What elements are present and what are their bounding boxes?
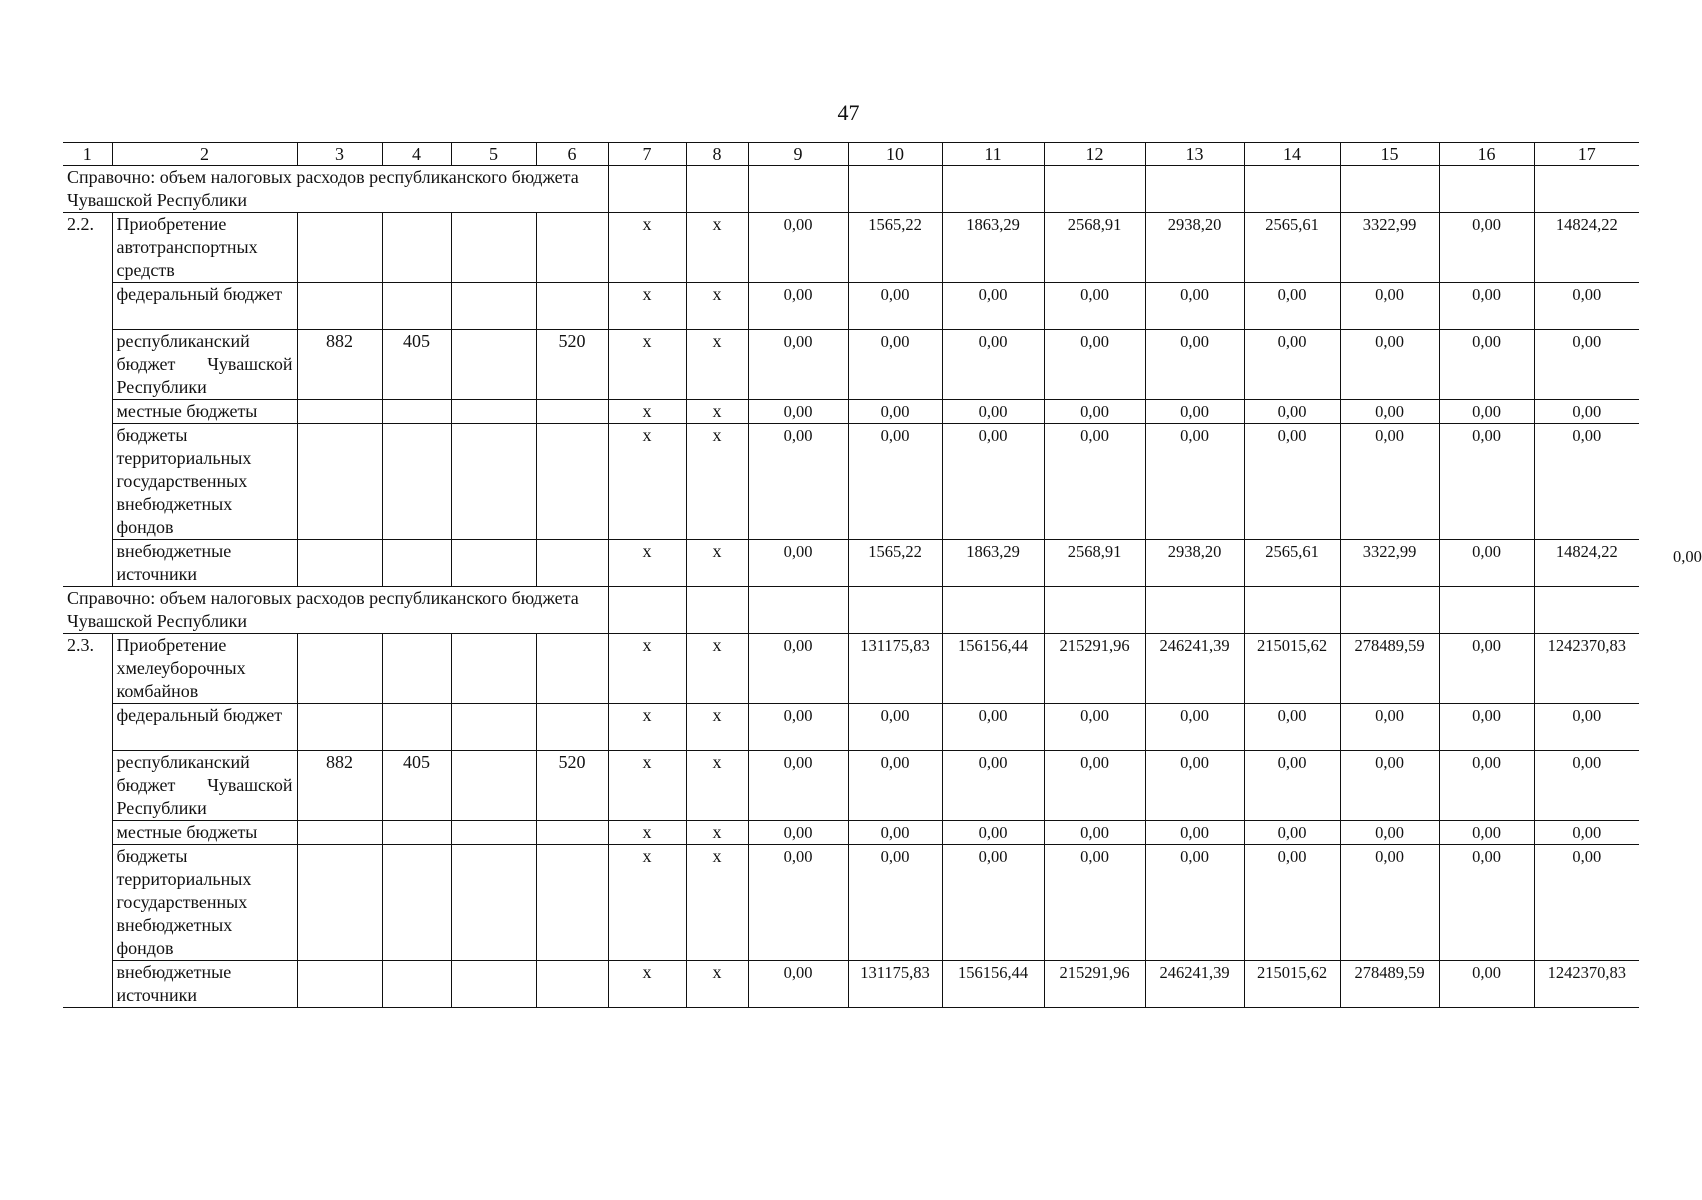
value-cell: 0,00 <box>1439 961 1534 1008</box>
value-cell: 0,00 <box>748 821 848 845</box>
value-cell: 278489,59 <box>1340 961 1439 1008</box>
code-c6 <box>536 845 608 961</box>
value-cell: 2568,91 <box>1044 213 1145 283</box>
row-name: республиканский бюджет Чувашской Республики <box>112 751 297 821</box>
column-header: 12 <box>1044 143 1145 166</box>
value-cell: 0,00 <box>1244 400 1340 424</box>
row-name: республиканский бюджет Чувашской Республики <box>112 330 297 400</box>
code-c6: 520 <box>536 751 608 821</box>
row-name: федеральный бюджет <box>112 283 297 330</box>
value-cell: 0,00 <box>1044 704 1145 751</box>
code-c5 <box>451 704 536 751</box>
value-cell: 0,00 <box>748 283 848 330</box>
value-cell: 0,00 <box>942 704 1044 751</box>
value-cell: 1565,22 <box>848 540 942 587</box>
budget-table <box>63 142 1639 1008</box>
reference-note-row <box>63 166 1639 213</box>
code-c4: 405 <box>382 751 451 821</box>
value-cell: 0,00 <box>1244 424 1340 540</box>
value-cell: 0,00 <box>1534 400 1639 424</box>
cell-x: x <box>686 751 748 821</box>
value-cell: 0,00 <box>1439 845 1534 961</box>
value-cell: 215015,62 <box>1244 961 1340 1008</box>
value-cell: 0,00 <box>748 961 848 1008</box>
value-cell: 0,00 <box>1340 704 1439 751</box>
table-row <box>63 283 1639 330</box>
code-c6 <box>536 540 608 587</box>
empty-cell <box>1044 587 1145 634</box>
value-cell: 2568,91 <box>1044 540 1145 587</box>
row-name: внебюджетные источники <box>112 961 297 1008</box>
value-cell: 156156,44 <box>942 961 1044 1008</box>
value-cell: 0,00 <box>942 330 1044 400</box>
overflow-value: 0,00 <box>1673 547 1702 566</box>
budget-table-wrapper <box>63 142 1639 1008</box>
column-header: 16 <box>1439 143 1534 166</box>
column-header: 10 <box>848 143 942 166</box>
value-cell: 0,00 <box>1145 704 1244 751</box>
table-row <box>63 821 1639 845</box>
empty-cell <box>1044 166 1145 213</box>
value-cell: 0,00 <box>1534 424 1639 540</box>
value-cell: 0,00 <box>1244 704 1340 751</box>
code-c3: 882 <box>297 751 382 821</box>
empty-cell <box>848 587 942 634</box>
empty-cell <box>1145 166 1244 213</box>
row-name: внебюджетные источники <box>112 540 297 587</box>
column-header: 2 <box>112 143 297 166</box>
cell-x: x <box>686 540 748 587</box>
column-header: 6 <box>536 143 608 166</box>
table-row <box>63 751 1639 821</box>
value-cell: 0,00 <box>1340 283 1439 330</box>
table-row <box>63 634 1639 704</box>
cell-x: x <box>608 704 686 751</box>
value-cell: 0,00 <box>942 821 1044 845</box>
value-cell: 1565,22 <box>848 213 942 283</box>
value-cell: 0,00 <box>1044 845 1145 961</box>
value-cell: 0,00 <box>1439 213 1534 283</box>
row-name: местные бюджеты <box>112 400 297 424</box>
cell-x: x <box>608 634 686 704</box>
header-row <box>63 143 1639 166</box>
value-cell: 1863,29 <box>942 213 1044 283</box>
cell-x: x <box>686 330 748 400</box>
cell-x: x <box>608 540 686 587</box>
cell-x: x <box>608 424 686 540</box>
value-cell: 215015,62 <box>1244 634 1340 704</box>
code-c6 <box>536 634 608 704</box>
table-row <box>63 845 1639 961</box>
value-cell: 0,00 <box>942 424 1044 540</box>
value-cell: 0,00 <box>748 400 848 424</box>
value-cell: 0,00 <box>1439 704 1534 751</box>
cell-x: x <box>608 283 686 330</box>
code-c5 <box>451 283 536 330</box>
value-cell: 0,00 <box>848 751 942 821</box>
column-header: 3 <box>297 143 382 166</box>
code-c5 <box>451 424 536 540</box>
value-cell: 0,00 <box>1534 330 1639 400</box>
row-name: Приобретение автотранспортных средств <box>112 213 297 283</box>
value-cell: 131175,83 <box>848 634 942 704</box>
cell-x: x <box>686 213 748 283</box>
code-c4 <box>382 821 451 845</box>
cell-x: x <box>686 961 748 1008</box>
code-c3 <box>297 213 382 283</box>
table-row <box>63 961 1639 1008</box>
value-cell: 0,00 <box>748 330 848 400</box>
empty-cell <box>1244 587 1340 634</box>
table-row <box>63 330 1639 400</box>
row-name: бюджеты территориальных государственных внебюджетных фондов <box>112 845 297 961</box>
code-c6: 520 <box>536 330 608 400</box>
value-cell: 0,00 <box>748 704 848 751</box>
cell-x: x <box>608 400 686 424</box>
value-cell: 0,00 <box>1044 751 1145 821</box>
cell-x: x <box>608 751 686 821</box>
column-header: 8 <box>686 143 748 166</box>
row-code: 2.3. <box>63 634 112 1008</box>
reference-note: Справочно: объем налоговых расходов республиканского бюджета Чувашской Республики <box>63 166 608 213</box>
reference-note-row <box>63 587 1639 634</box>
value-cell: 14824,22 <box>1534 540 1639 587</box>
value-cell: 14824,22 <box>1534 213 1639 283</box>
value-cell: 0,00 <box>1145 330 1244 400</box>
value-cell: 246241,39 <box>1145 961 1244 1008</box>
value-cell: 0,00 <box>748 845 848 961</box>
code-c3 <box>297 961 382 1008</box>
value-cell: 0,00 <box>1340 424 1439 540</box>
code-c6 <box>536 961 608 1008</box>
value-cell: 0,00 <box>1439 751 1534 821</box>
table-row <box>63 540 1639 587</box>
column-header: 13 <box>1145 143 1244 166</box>
value-cell: 3322,99 <box>1340 540 1439 587</box>
empty-cell <box>748 587 848 634</box>
empty-cell <box>686 587 748 634</box>
code-c3 <box>297 283 382 330</box>
code-c4 <box>382 213 451 283</box>
code-c5 <box>451 330 536 400</box>
value-cell: 278489,59 <box>1340 634 1439 704</box>
value-cell: 2938,20 <box>1145 540 1244 587</box>
value-cell: 0,00 <box>1439 283 1534 330</box>
value-cell: 1242370,83 <box>1534 634 1639 704</box>
value-cell: 215291,96 <box>1044 634 1145 704</box>
value-cell: 0,00 <box>1145 424 1244 540</box>
value-cell: 0,00 <box>848 330 942 400</box>
code-c3 <box>297 400 382 424</box>
value-cell: 131175,83 <box>848 961 942 1008</box>
table-row <box>63 213 1639 283</box>
cell-x: x <box>686 400 748 424</box>
value-cell: 0,00 <box>1244 283 1340 330</box>
value-cell: 0,00 <box>1044 283 1145 330</box>
value-cell: 0,00 <box>1439 821 1534 845</box>
row-code: 2.2. <box>63 213 112 587</box>
column-header: 15 <box>1340 143 1439 166</box>
empty-cell <box>1340 166 1439 213</box>
empty-cell <box>1439 166 1534 213</box>
column-header: 9 <box>748 143 848 166</box>
value-cell: 0,00 <box>1439 424 1534 540</box>
column-header: 4 <box>382 143 451 166</box>
cell-x: x <box>686 283 748 330</box>
code-c3 <box>297 634 382 704</box>
code-c5 <box>451 821 536 845</box>
code-c5 <box>451 751 536 821</box>
code-c6 <box>536 424 608 540</box>
cell-x: x <box>608 845 686 961</box>
value-cell: 0,00 <box>1340 845 1439 961</box>
code-c6 <box>536 400 608 424</box>
value-cell: 0,00 <box>1244 845 1340 961</box>
table-row <box>63 704 1639 751</box>
code-c3 <box>297 424 382 540</box>
column-header: 1 <box>63 143 112 166</box>
code-c5 <box>451 540 536 587</box>
cell-x: x <box>608 330 686 400</box>
empty-cell <box>1145 587 1244 634</box>
column-header: 5 <box>451 143 536 166</box>
value-cell: 2938,20 <box>1145 213 1244 283</box>
column-header: 17 <box>1534 143 1639 166</box>
code-c4: 405 <box>382 330 451 400</box>
value-cell: 0,00 <box>1534 704 1639 751</box>
cell-x: x <box>608 213 686 283</box>
value-cell: 0,00 <box>848 400 942 424</box>
column-header: 7 <box>608 143 686 166</box>
cell-x: x <box>608 821 686 845</box>
value-cell: 0,00 <box>848 821 942 845</box>
value-cell: 3322,99 <box>1340 213 1439 283</box>
value-cell: 0,00 <box>848 424 942 540</box>
code-c3 <box>297 704 382 751</box>
code-c4 <box>382 400 451 424</box>
code-c5 <box>451 845 536 961</box>
value-cell: 0,00 <box>1244 821 1340 845</box>
table-row <box>63 400 1639 424</box>
code-c4 <box>382 704 451 751</box>
value-cell: 0,00 <box>748 213 848 283</box>
value-cell: 0,00 <box>1044 821 1145 845</box>
cell-x: x <box>686 424 748 540</box>
code-c6 <box>536 213 608 283</box>
code-c5 <box>451 961 536 1008</box>
value-cell: 0,00 <box>1439 400 1534 424</box>
code-c6 <box>536 821 608 845</box>
code-c3 <box>297 845 382 961</box>
value-cell: 0,00 <box>1439 330 1534 400</box>
value-cell: 1863,29 <box>942 540 1044 587</box>
value-cell: 0,00 <box>1340 330 1439 400</box>
value-cell: 0,00 <box>942 751 1044 821</box>
value-cell: 0,00 <box>1044 330 1145 400</box>
value-cell: 0,00 <box>848 704 942 751</box>
row-name: федеральный бюджет <box>112 704 297 751</box>
table-row <box>63 424 1639 540</box>
value-cell: 0,00 <box>748 634 848 704</box>
code-c3: 882 <box>297 330 382 400</box>
value-cell: 215291,96 <box>1044 961 1145 1008</box>
value-cell: 156156,44 <box>942 634 1044 704</box>
value-cell: 0,00 <box>942 400 1044 424</box>
empty-cell <box>748 166 848 213</box>
row-name: Приобретение хмелеуборочных комбайнов <box>112 634 297 704</box>
code-c6 <box>536 704 608 751</box>
value-cell: 0,00 <box>748 751 848 821</box>
empty-cell <box>1340 587 1439 634</box>
cell-x: x <box>686 845 748 961</box>
code-c5 <box>451 634 536 704</box>
cell-x: x <box>686 821 748 845</box>
value-cell: 0,00 <box>1145 821 1244 845</box>
value-cell: 0,00 <box>1439 540 1534 587</box>
empty-cell <box>608 587 686 634</box>
value-cell: 0,00 <box>1044 424 1145 540</box>
code-c4 <box>382 961 451 1008</box>
value-cell: 0,00 <box>1145 283 1244 330</box>
value-cell: 0,00 <box>1145 845 1244 961</box>
empty-cell <box>608 166 686 213</box>
reference-note: Справочно: объем налоговых расходов республиканского бюджета Чувашской Республики <box>63 587 608 634</box>
column-header: 14 <box>1244 143 1340 166</box>
value-cell: 0,00 <box>1145 751 1244 821</box>
code-c3 <box>297 821 382 845</box>
value-cell: 0,00 <box>1439 634 1534 704</box>
page-number: 47 <box>837 100 860 125</box>
value-cell: 1242370,83 <box>1534 961 1639 1008</box>
value-cell: 0,00 <box>942 283 1044 330</box>
row-name: местные бюджеты <box>112 821 297 845</box>
value-cell: 0,00 <box>1340 400 1439 424</box>
value-cell: 0,00 <box>848 845 942 961</box>
value-cell: 0,00 <box>1145 400 1244 424</box>
value-cell: 0,00 <box>1044 400 1145 424</box>
value-cell: 2565,61 <box>1244 540 1340 587</box>
value-cell: 0,00 <box>1340 821 1439 845</box>
code-c4 <box>382 540 451 587</box>
cell-x: x <box>686 634 748 704</box>
value-cell: 0,00 <box>1534 845 1639 961</box>
code-c4 <box>382 283 451 330</box>
code-c5 <box>451 213 536 283</box>
value-cell: 0,00 <box>942 845 1044 961</box>
value-cell: 2565,61 <box>1244 213 1340 283</box>
cell-x: x <box>608 961 686 1008</box>
empty-cell <box>1534 166 1639 213</box>
empty-cell <box>848 166 942 213</box>
value-cell: 0,00 <box>1534 751 1639 821</box>
empty-cell <box>942 166 1044 213</box>
value-cell: 0,00 <box>1244 330 1340 400</box>
value-cell: 0,00 <box>1534 283 1639 330</box>
code-c5 <box>451 400 536 424</box>
row-name: бюджеты территориальных государственных внебюджетных фондов <box>112 424 297 540</box>
value-cell: 0,00 <box>1244 751 1340 821</box>
value-cell: 0,00 <box>748 424 848 540</box>
cell-x: x <box>686 704 748 751</box>
code-c4 <box>382 634 451 704</box>
value-cell: 0,00 <box>848 283 942 330</box>
empty-cell <box>942 587 1044 634</box>
value-cell: 246241,39 <box>1145 634 1244 704</box>
code-c3 <box>297 540 382 587</box>
value-cell: 0,00 <box>1534 821 1639 845</box>
code-c4 <box>382 424 451 540</box>
value-cell: 0,00 <box>748 540 848 587</box>
empty-cell <box>1244 166 1340 213</box>
code-c4 <box>382 845 451 961</box>
empty-cell <box>1534 587 1639 634</box>
empty-cell <box>1439 587 1534 634</box>
empty-cell <box>686 166 748 213</box>
column-header: 11 <box>942 143 1044 166</box>
value-cell: 0,00 <box>1340 751 1439 821</box>
code-c6 <box>536 283 608 330</box>
